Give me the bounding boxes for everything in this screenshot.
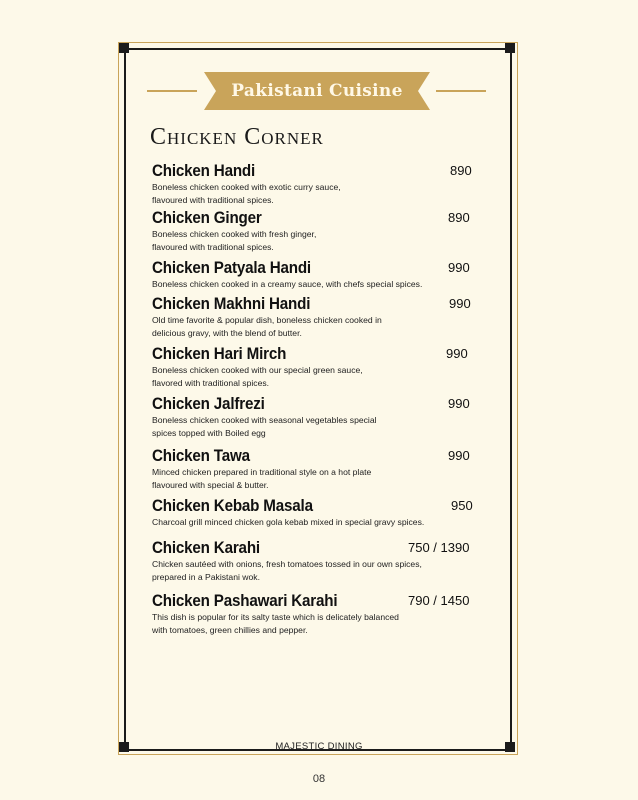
menu-item xyxy=(152,259,482,291)
menu-item xyxy=(152,539,482,583)
banner-line-right xyxy=(436,90,486,92)
item-description: Charcoal grill minced chicken gola kebab mixed in special gravy spices. xyxy=(152,517,425,527)
item-name: Chicken Karahi xyxy=(152,539,260,557)
section-title: Chicken Corner xyxy=(150,124,324,150)
item-name: Chicken Jalfrezi xyxy=(152,395,265,413)
item-price: 990 xyxy=(449,296,471,311)
item-price: 790 / 1450 xyxy=(408,593,470,608)
page-number: 08 xyxy=(312,773,326,785)
header-banner xyxy=(204,72,430,110)
corner-ornament-top-left xyxy=(119,43,129,53)
item-name: Chicken Handi xyxy=(152,162,256,180)
item-description: Boneless chicken cooked with seasonal vegetables special spices topped with Boiled egg xyxy=(152,415,377,438)
item-description: Boneless chicken cooked with exotic curry sauce, flavoured with traditional spices. xyxy=(152,182,341,205)
item-name: Chicken Patyala Handi xyxy=(152,259,311,277)
item-description: Boneless chicken cooked in a creamy sauce, with chefs special spices. xyxy=(152,279,423,289)
item-price: 990 xyxy=(448,396,470,411)
item-description: Boneless chicken cooked with fresh ginger, flavoured with traditional spices. xyxy=(152,229,317,252)
menu-item xyxy=(152,295,482,339)
item-description: Old time favorite & popular dish, boneless chicken cooked in delicious gravy, with the blend of butter. xyxy=(152,315,382,338)
menu-item xyxy=(152,447,482,491)
item-price: 950 xyxy=(451,498,473,513)
item-name: Chicken Tawa xyxy=(152,447,250,465)
item-name: Chicken Kebab Masala xyxy=(152,497,313,515)
item-name: Chicken Ginger xyxy=(152,209,262,227)
item-name: Chicken Makhni Handi xyxy=(152,295,311,313)
menu-item xyxy=(152,345,482,389)
item-description: Boneless chicken cooked with our special green sauce, flavored with traditional spices. xyxy=(152,365,363,388)
item-name: Chicken Hari Mirch xyxy=(152,345,287,363)
item-description: Chicken sautéed with onions, fresh tomatoes tossed in our own spices, prepared in a Pakistani wok. xyxy=(152,559,422,582)
menu-item xyxy=(152,209,482,253)
item-price: 890 xyxy=(448,210,470,225)
banner-line-left xyxy=(147,90,197,92)
item-price: 890 xyxy=(450,163,472,178)
item-description: This dish is popular for its salty taste which is delicately balanced with tomatoes, green chillies and pepper. xyxy=(152,612,399,635)
item-description: Minced chicken prepared in traditional style on a hot plate flavoured with special & butter. xyxy=(152,467,372,490)
item-price: 750 / 1390 xyxy=(408,540,470,555)
item-price: 990 xyxy=(448,448,470,463)
item-price: 990 xyxy=(448,260,470,275)
menu-item xyxy=(152,162,482,206)
menu-item xyxy=(152,592,482,636)
item-name: Chicken Pashawari Karahi xyxy=(152,592,338,610)
menu-item xyxy=(152,395,482,439)
footer-brand: MAJESTIC DINING xyxy=(275,741,363,752)
item-price: 990 xyxy=(446,346,468,361)
banner-title: Pakistani Cuisine xyxy=(231,81,403,101)
menu-item xyxy=(152,497,482,529)
corner-ornament-top-right xyxy=(505,43,515,53)
